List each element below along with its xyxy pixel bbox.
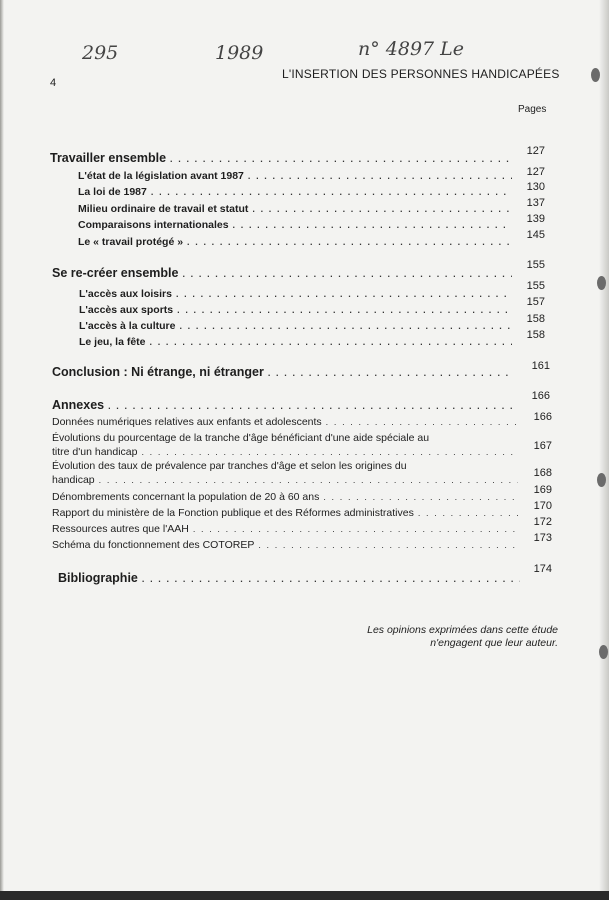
disclaimer-line: n'engagent que leur auteur.: [430, 637, 558, 649]
toc-page: 158: [526, 329, 545, 341]
toc-label: L'accès aux loisirs: [79, 288, 172, 300]
toc-label: L'état de la législation avant 1987: [78, 170, 244, 182]
toc-page: 169: [533, 484, 552, 496]
dot-leader: [151, 187, 512, 197]
toc-entry: [78, 170, 512, 186]
toc-entry: [78, 219, 512, 235]
dot-leader: [182, 269, 512, 279]
toc-annex-entry: [52, 539, 518, 555]
toc-page: 127: [526, 166, 545, 178]
toc-label: Évolution des taux de prévalence par tranches d'âge et selon les origines du: [52, 460, 407, 472]
toc-entry: [79, 304, 512, 320]
dot-leader: [150, 337, 512, 347]
toc-label: titre d'un handicap: [52, 446, 138, 458]
dot-leader: [179, 321, 512, 331]
toc-page: 166: [533, 411, 552, 423]
dot-leader: [326, 417, 518, 427]
toc-label: Le « travail protégé »: [78, 236, 184, 248]
toc-page: 158: [526, 313, 545, 325]
toc-page: 161: [531, 360, 550, 372]
toc-annex-entry: [52, 491, 518, 507]
toc-entry: [78, 186, 512, 202]
dot-leader: [248, 171, 512, 181]
dot-leader: [177, 305, 512, 315]
toc-label: Schéma du fonctionnement des COTOREP: [52, 539, 255, 551]
toc-label: Données numériques relatives aux enfants et adolescents: [52, 416, 322, 428]
dot-leader: [108, 401, 517, 411]
toc-annex-entry-line2: [52, 474, 518, 490]
dot-leader: [176, 289, 512, 299]
toc-page: 167: [533, 440, 552, 452]
dot-leader: [142, 574, 520, 584]
dot-leader: [141, 447, 518, 457]
toc-entry: [78, 236, 512, 252]
page-edge-left: [0, 0, 4, 900]
toc-label: Le jeu, la fête: [79, 336, 146, 348]
toc-page: 170: [533, 500, 552, 512]
toc-label: handicap: [52, 474, 95, 486]
dot-leader: [323, 492, 518, 502]
toc-page: 166: [531, 390, 550, 402]
toc-label: Annexes: [52, 398, 105, 412]
toc-entry: [79, 288, 512, 304]
punch-hole: [599, 645, 608, 659]
toc-page: 137: [526, 197, 545, 209]
dot-leader: [233, 220, 512, 230]
pages-column-label: Pages: [518, 104, 547, 115]
toc-section-annexes: [52, 398, 517, 414]
punch-hole: [597, 473, 606, 487]
dot-leader: [418, 508, 518, 518]
toc-page: 168: [533, 467, 552, 479]
toc-page: 139: [526, 213, 545, 225]
handwritten-number: 295: [82, 42, 119, 64]
toc-label: Ressources autres que l'AAH: [52, 523, 189, 535]
toc-annex-entry: [52, 507, 518, 523]
punch-hole: [597, 276, 606, 290]
toc-page: 157: [526, 296, 545, 308]
page-number: 4: [50, 77, 57, 89]
toc-page: 174: [533, 563, 552, 575]
toc-section-se-recreer: [52, 266, 512, 282]
toc-entry: [79, 336, 512, 352]
toc-annex-entry: [52, 416, 518, 432]
dot-leader: [170, 154, 512, 164]
disclaimer-note: [300, 624, 558, 650]
dot-leader: [193, 524, 518, 534]
dot-leader: [258, 540, 518, 550]
toc-entry: [78, 203, 512, 219]
toc-label: Rapport du ministère de la Fonction publique et des Réformes administratives: [52, 507, 414, 519]
toc-label: Bibliographie: [58, 571, 138, 585]
toc-label: Conclusion : Ni étrange, ni étranger: [52, 365, 264, 379]
dot-leader: [187, 237, 512, 247]
toc-entry: [79, 320, 512, 336]
toc-page: 155: [526, 280, 545, 292]
dot-leader: [252, 204, 512, 214]
toc-label: Dénombrements concernant la population de 20 à 60 ans: [52, 491, 320, 503]
running-title: L'INSERTION DES PERSONNES HANDICAPÉES: [282, 67, 560, 81]
toc-page: 145: [526, 229, 545, 241]
toc-label: Se re-créer ensemble: [52, 266, 179, 280]
toc-label: Travailler ensemble: [50, 151, 167, 165]
toc-label: Comparaisons internationales: [78, 219, 229, 231]
toc-section-travailler: [50, 151, 512, 167]
toc-label: Évolutions du pourcentage de la tranche d'âge bénéficiant d'une aide spéciale au: [52, 432, 430, 444]
dot-leader: [268, 368, 514, 378]
page-edge-right: [599, 0, 609, 900]
toc-label: Milieu ordinaire de travail et statut: [78, 203, 249, 215]
handwritten-year: 1989: [215, 42, 264, 64]
toc-label: La loi de 1987: [78, 186, 147, 198]
toc-page: 130: [526, 181, 545, 193]
toc-page: 173: [533, 532, 552, 544]
toc-section-bibliographie: [58, 571, 520, 587]
handwritten-reference: n° 4897 Le: [358, 38, 465, 60]
toc-label: L'accès à la culture: [79, 320, 176, 332]
toc-page: 172: [533, 516, 552, 528]
scan-bottom-edge: [0, 891, 609, 900]
toc-page: 127: [526, 145, 545, 157]
toc-annex-entry: [52, 523, 518, 539]
punch-hole: [591, 68, 600, 82]
toc-page: 155: [526, 259, 545, 271]
disclaimer-line: Les opinions exprimées dans cette étude: [367, 624, 558, 636]
toc-label: L'accès aux sports: [79, 304, 174, 316]
dot-leader: [99, 475, 518, 485]
toc-section-conclusion: [52, 365, 514, 381]
